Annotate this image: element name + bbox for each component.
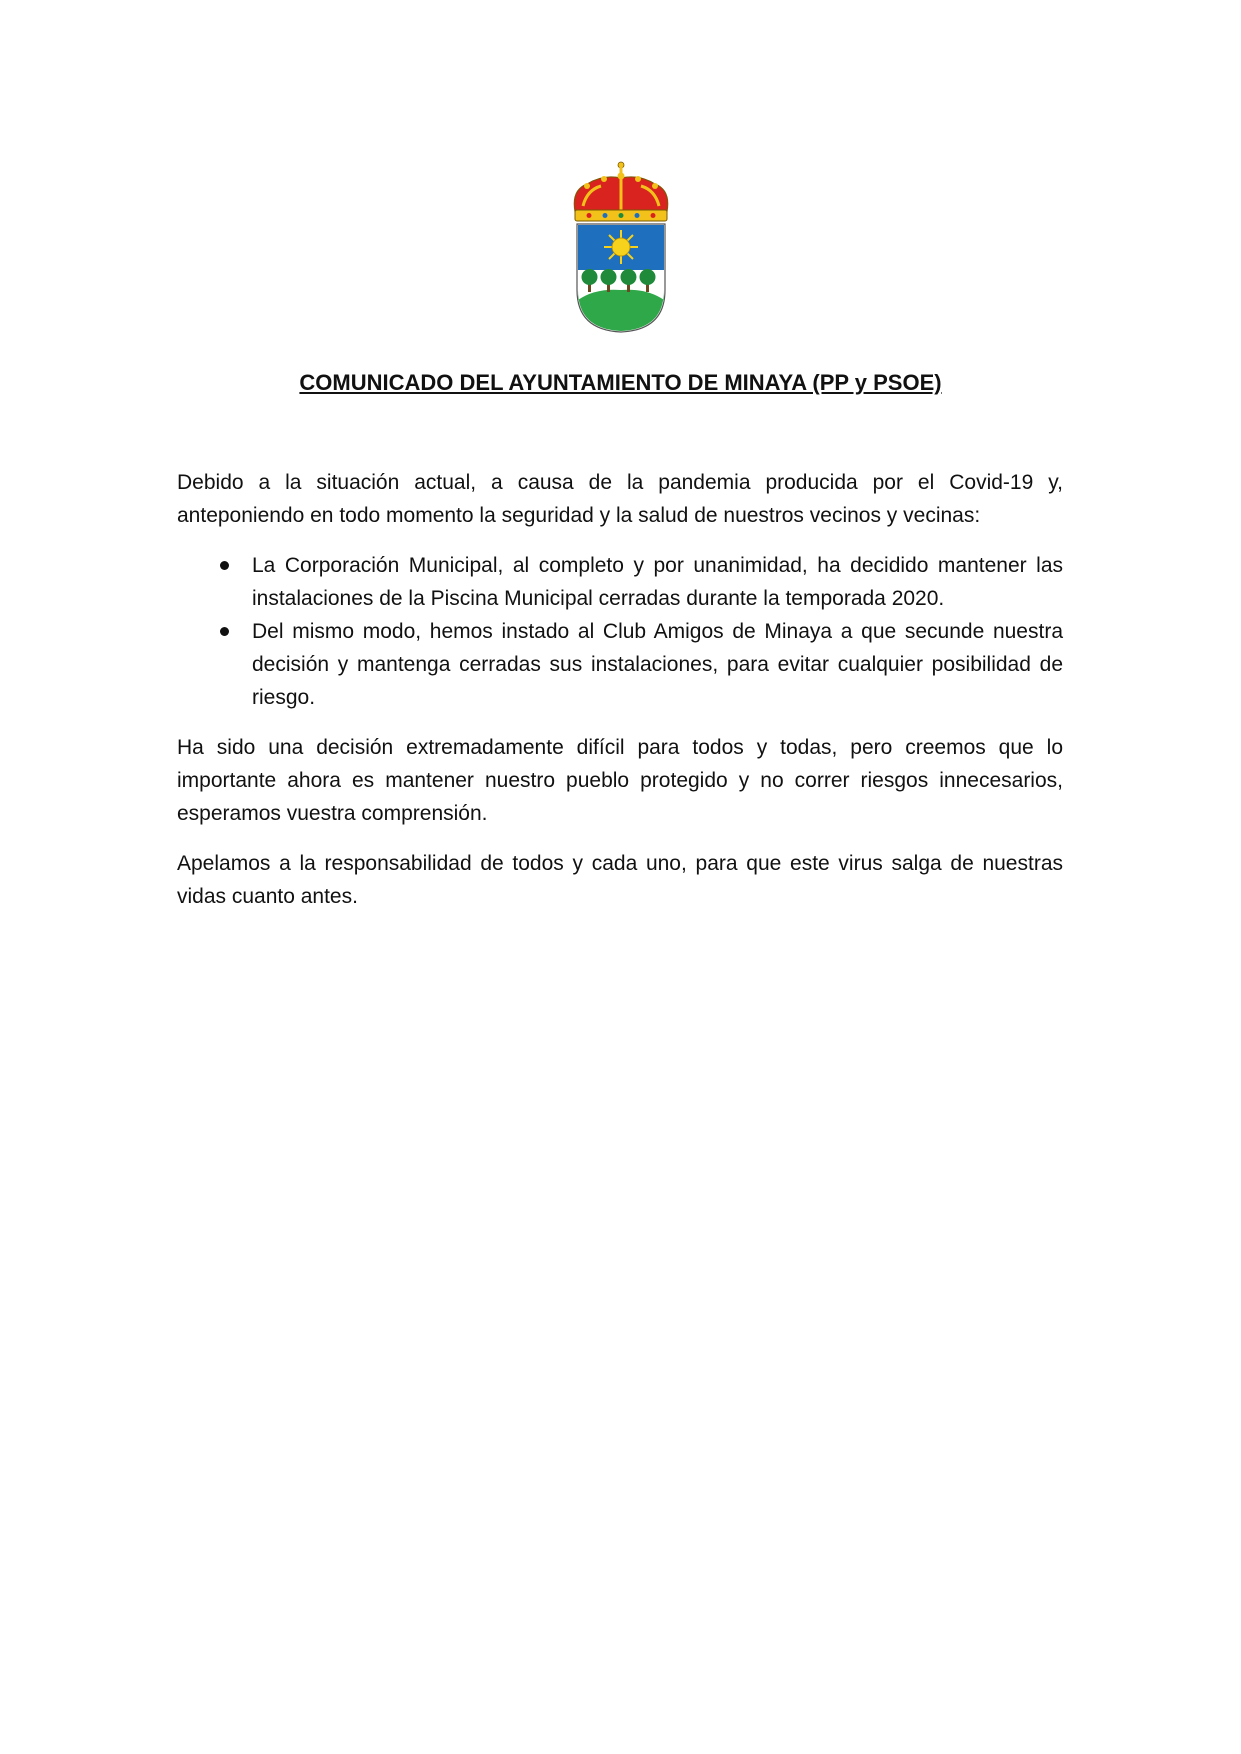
bullet-list [177,549,1063,714]
list-item [177,549,1063,615]
document-body [177,466,1063,930]
list-item-text: La Corporación Municipal, al completo y por unanimidad, ha decidido mantener las instalaciones de la Piscina Municipal cerradas durante la temporada 2020. [252,554,1063,610]
coat-of-arms-icon [565,160,677,336]
closing-paragraph: Apelamos a la responsabilidad de todos y cada uno, para que este virus salga de nuestras vidas cuanto antes. [177,852,1063,908]
decision-paragraph: Ha sido una decisión extremadamente difícil para todos y todas, pero creemos que lo importante ahora es mantener nuestro pueblo protegido y no correr riesgos innecesarios, esperamos vuestra comprensión. [177,736,1063,825]
document-title: COMUNICADO DEL AYUNTAMIENTO DE MINAYA (PP y PSOE) [299,370,942,395]
bullet-icon [220,561,229,570]
crown-icon [574,162,668,221]
intro-paragraph: Debido a la situación actual, a causa de la pandemia producida por el Covid-19 y, anteponiendo en todo momento la seguridad y la salud de nuestros vecinos y vecinas: [177,471,1063,527]
list-item [177,615,1063,714]
bullet-icon [220,627,229,636]
sun-icon [604,230,638,264]
list-item-text: Del mismo modo, hemos instado al Club Amigos de Minaya a que secunde nuestra decisión y mantenga cerradas sus instalaciones, para evitar cualquier posibilidad de riesgo. [252,620,1063,709]
